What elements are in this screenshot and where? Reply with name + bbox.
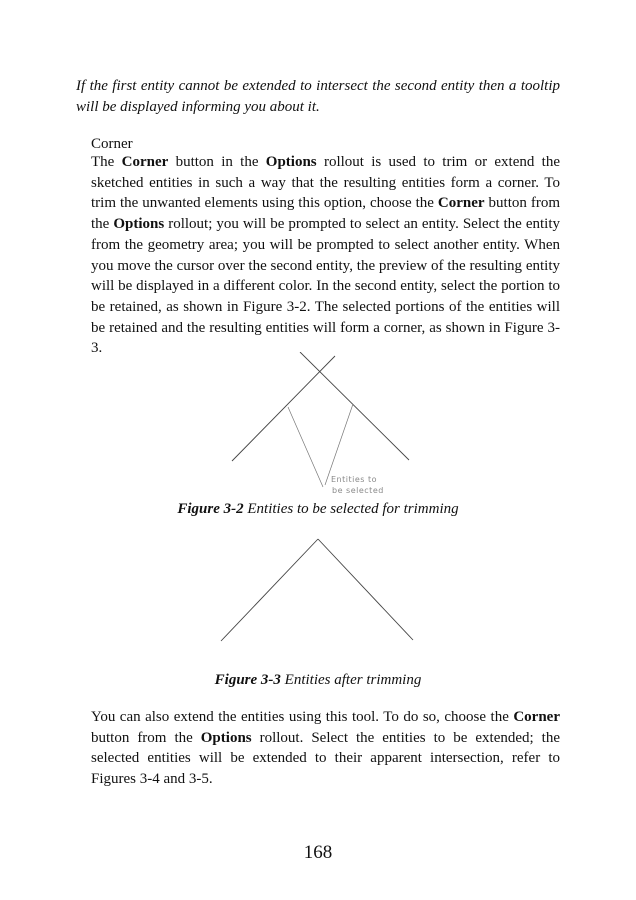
- tooltip-note: If the first entity cannot be extended to intersect the second entity then a tooltip will be displayed informing you about it.: [76, 78, 560, 115]
- figure-3-2-label-line2: be selected: [332, 486, 384, 495]
- figure-3-3-sketch: [0, 536, 636, 644]
- figure-3-2-sketch: [0, 352, 636, 500]
- trimmed-left-line: [221, 539, 318, 641]
- extend-entities-paragraph: You can also extend the entities using this tool. To do so, choose the Corner button from the Options rollout. Select the entities to be extended; the selected entities will be extended to their apparent intersection, refer to Figures 3-4 and 3-5.: [91, 709, 560, 788]
- figure-3-3-caption: Figure 3-3 Entities after trimming: [214, 672, 422, 688]
- figure-3-2-label-line1: Entities to: [331, 475, 378, 484]
- figure-3-2-caption: Figure 3-2 Entities to be selected for trimming: [177, 501, 459, 517]
- corner-description-paragraph: The Corner button in the Options rollout is used to trim or extend the sketched entities in such a way that the resulting entities form a corner. To trim the unwanted elements using this option, choose the Corner button from the Options rollout; you will be prompted to select an entity. Select the entity from the geometry area; you will be prompted to select another entity. When you move the cursor over the second entity, the preview of the resulting entity will be displayed in a different color. In the second entity, select the portion to be retained, as shown in Figure 3-2. The selected portions of the entities will be retained and the resulting entities will form a corner, as shown in Figure 3-3.: [91, 154, 560, 357]
- page-number: 168: [303, 842, 333, 863]
- leader-line-right: [325, 404, 353, 485]
- leader-line-left: [288, 407, 323, 487]
- section-heading-corner: Corner: [91, 136, 133, 152]
- right-entity-line: [300, 352, 409, 460]
- trimmed-right-line: [318, 539, 413, 640]
